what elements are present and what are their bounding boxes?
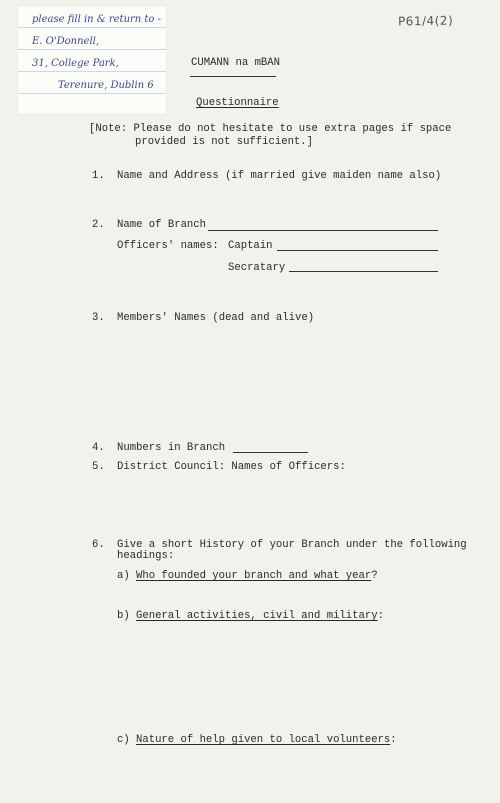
note-line-2: provided is not sufficient.] [135,136,314,148]
q6b-question [136,610,384,623]
q6a-text: Who founded your branch and what year [136,570,372,582]
card-line-1: please fill in & return to - [32,14,162,25]
card-line-4: Terenure, Dublin 6 [58,80,154,91]
q1-text: Name and Address (if married give maiden name also) [117,170,442,182]
q6c-mark: : [390,734,397,746]
q3-number: 3. [92,312,105,324]
q6a-label: a) [117,570,130,582]
q6a-question [136,570,378,583]
archive-reference: P61/4(2) [397,13,454,29]
q4-text: Numbers in Branch [117,442,226,454]
q6-number: 6. [92,539,105,551]
q2-captain-label: Captain [228,240,273,252]
q2-officers-label: Officers' names: [117,240,219,252]
q6-line-2: headings: [117,550,175,562]
page-title: Questionnaire [196,97,279,109]
card-line-3: 31, College Park, [32,58,119,69]
note-line-1: [Note: Please do not hesitate to use extra pages if space [89,123,452,135]
q6b-text: General activities, civil and military [136,610,378,622]
q2-text: Name of Branch [117,219,207,231]
q6a-mark: ? [371,570,378,582]
q5-text: District Council: Names of Officers: [117,461,346,473]
org-heading: CUMANN na mBAN [191,57,281,69]
branch-numbers-field[interactable] [233,452,308,453]
q5-number: 5. [92,461,105,473]
org-heading-underline [190,76,276,77]
q6-line-1: Give a short History of your Branch under the following [117,539,467,551]
q6b-mark: : [377,610,384,622]
q6c-text: Nature of help given to local volunteers [136,734,391,746]
q4-number: 4. [92,442,105,454]
q6c-question [136,734,397,747]
q3-text: Members' Names (dead and alive) [117,312,315,324]
q6b-label: b) [117,610,130,622]
secretary-field[interactable] [289,271,438,272]
q1-number: 1. [92,170,105,182]
q2-number: 2. [92,219,105,231]
q6c-label: c) [117,734,130,746]
q2-secretary-label: Secratary [228,262,286,274]
captain-field[interactable] [277,250,438,251]
handwritten-address-card [18,6,166,114]
branch-name-field[interactable] [208,230,438,231]
card-line-2: E. O'Donnell, [32,36,100,47]
